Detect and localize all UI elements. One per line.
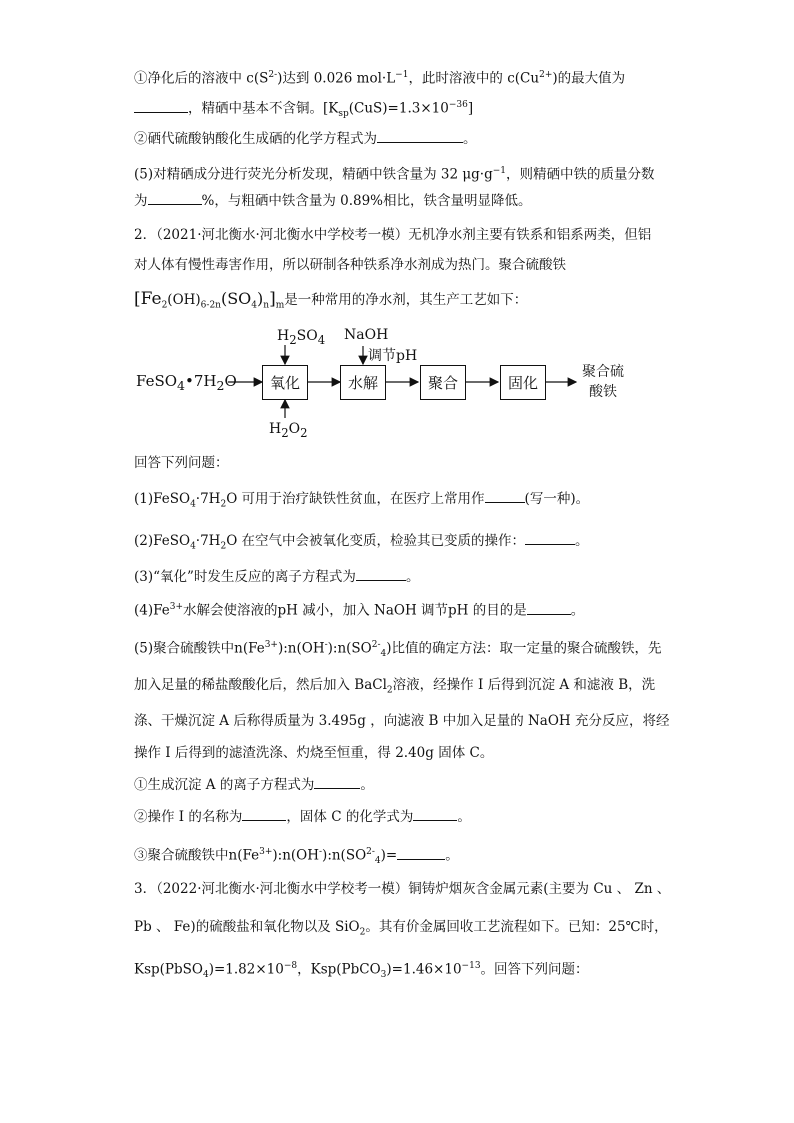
answer-blank[interactable]	[242, 808, 286, 821]
flow-box-polymerize: 聚合	[420, 365, 466, 400]
question-2-header: 2．（2021·河北衡水·河北衡水中学校考一模）无机净水剂主要有铁系和铝系两类，但铝	[134, 227, 652, 243]
answer-blank[interactable]	[314, 776, 360, 789]
subquestion-5: (5)聚合硫酸铁中$n(Fe^{3+}):n(OH^-):n(SO^{2-}_4)$比值的确定方法：取一定量的聚合硫酸铁，先	[134, 640, 662, 660]
flow-product: 聚合硫 酸铁	[582, 364, 624, 400]
reagent-naoh: NaOH	[344, 327, 389, 343]
reagent-h2so4: $H_2SO_4$	[277, 328, 326, 347]
answer-blank[interactable]	[525, 532, 575, 545]
answer-blank[interactable]	[413, 808, 457, 821]
text-line: (5)对精硒成分进行荧光分析发现，精硒中铁含量为 32 $\mu g\cdot g^{-1}$，则精硒中铁的质量分数	[134, 166, 655, 183]
text-line: 对人体有慢性毒害作用，所以研制各种铁系净水剂成为热门。聚合硫酸铁	[134, 257, 566, 273]
reagent-h2o2: $H_2O_2$	[269, 421, 308, 440]
text-line: 加入足量的稀盐酸酸化后，然后加入 BaCl$_2$溶液，经操作 I 后得到沉淀 A 和滤液 B，洗	[134, 677, 656, 696]
flow-box-hydrolysis: 水解	[340, 365, 386, 400]
flow-box-oxidation: 氧化	[262, 365, 308, 400]
subitem-2: ②操作 I 的名称为 ，固体 C 的化学式为 。	[134, 809, 471, 825]
subitem-3: ③聚合硫酸铁中$n(Fe^{3+}):n(OH^-):n(SO^{2-}_4)=$ 。	[134, 847, 459, 867]
section-prompt: 回答下列问题：	[134, 455, 229, 471]
text-line: ，精硒中基本不含铜。$[K_{sp}(CuS)=1.3\times 10^{-36}]$	[134, 96, 473, 123]
text-line: ①净化后的溶液中 $c(S^{2-})$达到 0.026 $mol\cdot L^{-1}$，此时溶液中的 $c(Cu^{2+})$的最大值为	[134, 70, 626, 87]
text-line: Pb 、 Fe)的硫酸盐和氧化物以及 SiO$_2$。其有价金属回收工艺流程如下。已知：25℃时，	[134, 919, 668, 938]
subquestion-1: $(1)FeSO_4\cdot 7H_2O$ 可用于治疗缺铁性贫血，在医疗上常用作 (写一种)。	[134, 491, 590, 510]
text-line: ②硒代硫酸钠酸化生成硒的化学方程式为 。	[134, 131, 477, 147]
subquestion-3: (3)“氧化”时发生反应的离子方程式为 。	[134, 569, 420, 585]
answer-blank[interactable]	[356, 568, 406, 581]
subquestion-4: $(4)Fe^{3+}$水解会使溶液的pH 减小，加入 NaOH 调节pH 的目的是 。	[134, 602, 585, 619]
formula-line: $[Fe_2(OH)_{6-2n}(SO_4)_n]_m$是一种常用的净水剂，其生产工艺如下：	[134, 289, 528, 311]
answer-blank[interactable]	[527, 602, 571, 615]
text-line: 操作 I 后得到的滤渣洗涤、灼烧至恒重，得 2.40g 固体 C。	[134, 745, 494, 761]
flow-start: $FeSO_4•7H_2O$	[136, 372, 237, 393]
subquestion-2: $(2)FeSO_4\cdot 7H_2O$ 在空气中会被氧化变质，检验其已变质的操作： 。	[134, 533, 589, 552]
flow-box-solidify: 固化	[500, 365, 546, 400]
text-line: 为 %，与粗硒中铁含量为 0.89%相比，铁含量明显降低。	[134, 193, 532, 209]
answer-blank[interactable]	[397, 847, 445, 860]
answer-blank[interactable]	[485, 490, 525, 503]
subitem-1: ①生成沉淀 A 的离子方程式为 。	[134, 777, 374, 793]
text-line: 涤、干燥沉淀 A 后称得质量为 3.495g ，向滤液 B 中加入足量的 NaOH 充分反应，将经	[134, 713, 670, 729]
question-3-header: 3．（2022·河北衡水·河北衡水中学校考一模）铜铸炉烟灰含金属元素(主要为 Cu 、 Zn 、	[134, 881, 671, 897]
reagent-ph-note: 调节pH	[368, 348, 418, 364]
text-line: $Ksp(PbSO_4)=1.82\times 10^{-8}$，$Ksp(PbCO_3)=1.46\times 10^{-13}$。回答下列问题：	[134, 961, 589, 981]
